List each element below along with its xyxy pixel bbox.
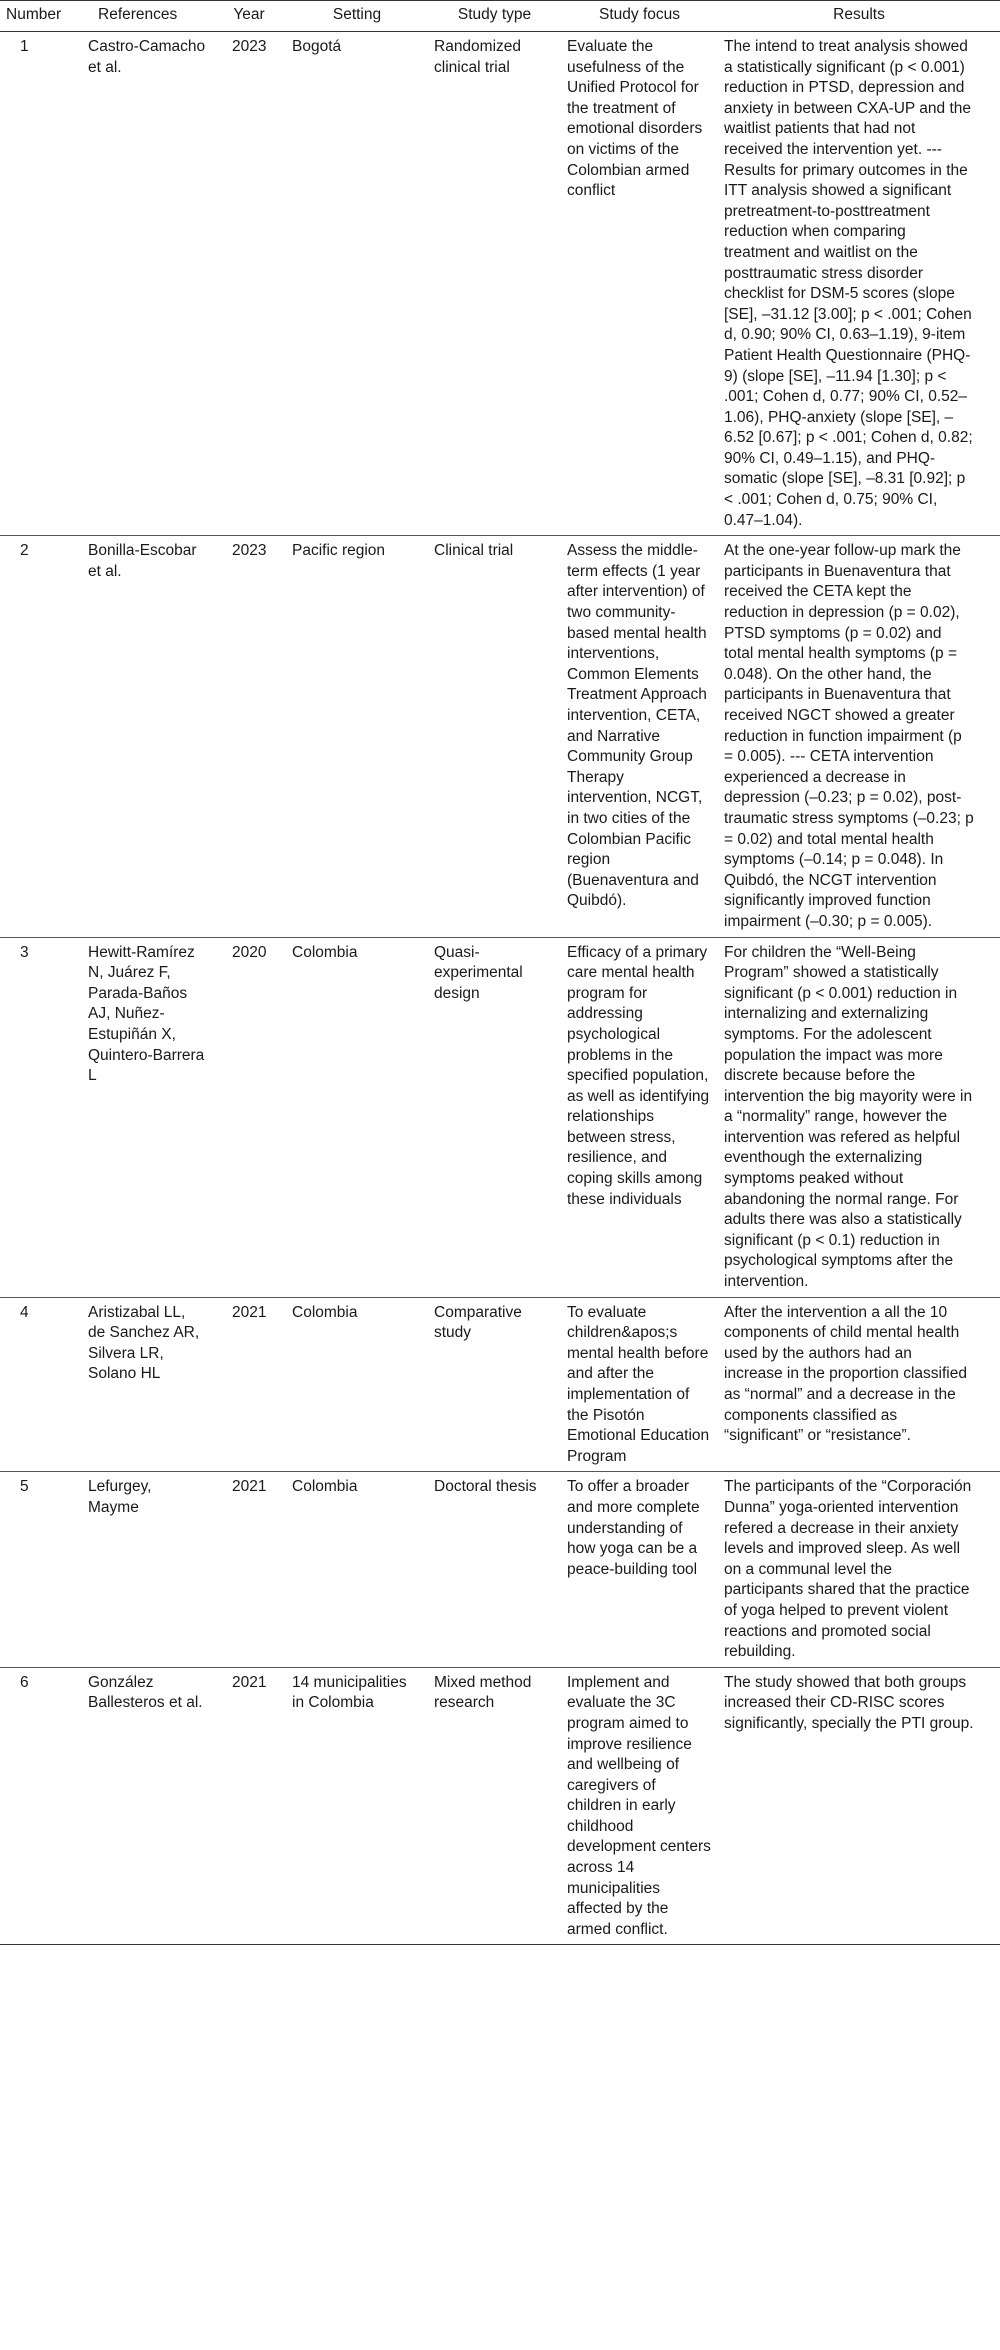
cell-results: For children the “Well-Being Program” showed a statistically significant (p < 0.001) reduction in internalizing and externalizing symptoms. For the adolescent population the impact was more discrete because before the intervention the big mayority were in a “normality” range, however the intervention was refered as helpful eventhough the externalizing symptoms peaked without abandoning the normal range. For adults there was also a statistically significant (p < 0.1) reduction in psychological symptoms after the intervention. [718,937,1000,1297]
cell-study-focus: To evaluate children&apos;s mental health before and after the implementation of the Pisotón Emotional Education Program [561,1297,718,1472]
cell-study-type: Comparative study [428,1297,561,1472]
cell-study-focus: Assess the middle-term effects (1 year after intervention) of two community-based mental health interventions, Common Elements Treatment Approach intervention, CETA, and Narrative Community Group Therapy intervention, NCGT, in two cities of the Colombian Pacific region (Buenaventura and Quibdó). [561,536,718,937]
cell-results: At the one-year follow-up mark the participants in Buenaventura that received the CETA kept the reduction in depression (p = 0.02), PTSD symptoms (p = 0.02) and total mental health symptoms (p = 0.048). On the other hand, the participants in Buenaventura that received NGCT showed a greater reduction in function impairment (p = 0.005). --- CETA intervention experienced a decrease in depression (–0.23; p = 0.02), post-traumatic stress symptoms (–0.23; p = 0.02) and total mental health symptoms (–0.14; p = 0.048). In Quibdó, the NCGT intervention significantly improved function impairment (–0.30; p = 0.005). [718,536,1000,937]
cell-number: 6 [0,1667,82,1945]
cell-study-focus: Implement and evaluate the 3C program aimed to improve resilience and wellbeing of caregivers of children in early childhood development centers across 14 municipalities affected by the armed conflict. [561,1667,718,1945]
header-year: Year [212,1,286,32]
header-number: Number [0,1,82,32]
cell-references: Castro-Camacho et al. [82,32,212,536]
cell-setting: Bogotá [286,32,428,536]
header-row [0,1,1000,32]
cell-study-type: Doctoral thesis [428,1472,561,1667]
cell-setting: Pacific region [286,536,428,937]
header-references: References [82,1,212,32]
cell-setting: Colombia [286,1297,428,1472]
header-study-focus: Study focus [561,1,718,32]
cell-year: 2021 [212,1472,286,1667]
cell-results: The intend to treat analysis showed a statistically significant (p < 0.001) reduction in PTSD, depression and anxiety in between CXA-UP and the waitlist patients that had not received the intervention yet. --- Results for primary outcomes in the ITT analysis showed a significant pretreatment-to-posttreatment reduction when comparing treatment and waitlist on the posttraumatic stress disorder checklist for DSM-5 scores (slope [SE], –31.12 [3.00]; p < .001; Cohen d, 0.90; 90% CI, 0.63–1.19), 9-item Patient Health Questionnaire (PHQ-9) (slope [SE], –11.94 [1.30]; p < .001; Cohen d, 0.77; 90% CI, 0.52–1.06), PHQ-anxiety (slope [SE], –6.52 [0.67]; p < .001; Cohen d, 0.82; 90% CI, 0.49–1.15), and PHQ-somatic (slope [SE], –8.31 [0.92]; p < .001; Cohen d, 0.75; 90% CI, 0.47–1.04). [718,32,1000,536]
cell-study-type: Quasi-experimental design [428,937,561,1297]
cell-results: The participants of the “Corporación Dunna” yoga-oriented intervention refered a decrease in their anxiety levels and improved sleep. As well on a communal level the participants shared that the practice of yoga helped to prevent violent reactions and promoted social rebuilding. [718,1472,1000,1667]
cell-study-type: Randomized clinical trial [428,32,561,536]
cell-study-focus: Efficacy of a primary care mental health program for addressing psychological problems in the specified population, as well as identifying relationships between stress, resilience, and coping skills among these individuals [561,937,718,1297]
cell-number: 1 [0,32,82,536]
table-header [0,1,1000,32]
cell-year: 2021 [212,1297,286,1472]
table-row [0,1667,1000,1945]
cell-study-type: Clinical trial [428,536,561,937]
cell-setting: 14 municipalities in Colombia [286,1667,428,1945]
cell-references: González Ballesteros et al. [82,1667,212,1945]
cell-setting: Colombia [286,937,428,1297]
header-study-type: Study type [428,1,561,32]
cell-study-focus: To offer a broader and more complete understanding of how yoga can be a peace-building tool [561,1472,718,1667]
cell-year: 2020 [212,937,286,1297]
cell-references: Aristizabal LL, de Sanchez AR, Silvera LR, Solano HL [82,1297,212,1472]
table-row [0,32,1000,536]
cell-references: Hewitt-Ramírez N, Juárez F, Parada-Baños AJ, Nuñez-Estupiñán X, Quintero-Barrera L [82,937,212,1297]
cell-references: Bonilla-Escobar et al. [82,536,212,937]
cell-results: The study showed that both groups increased their CD-RISC scores significantly, specially the PTI group. [718,1667,1000,1945]
table-row [0,1297,1000,1472]
table-row [0,536,1000,937]
table-body [0,32,1000,1945]
table-row [0,937,1000,1297]
table-row [0,1472,1000,1667]
cell-setting: Colombia [286,1472,428,1667]
cell-number: 3 [0,937,82,1297]
cell-year: 2021 [212,1667,286,1945]
cell-references: Lefurgey, Mayme [82,1472,212,1667]
cell-number: 2 [0,536,82,937]
header-setting: Setting [286,1,428,32]
header-results: Results [718,1,1000,32]
cell-results: After the intervention a all the 10 components of child mental health used by the authors had an increase in the proportion classified as “normal” and a decrease in the components classified as “significant” or “resistance”. [718,1297,1000,1472]
cell-number: 5 [0,1472,82,1667]
cell-study-focus: Evaluate the usefulness of the Unified Protocol for the treatment of emotional disorders on victims of the Colombian armed conflict [561,32,718,536]
cell-year: 2023 [212,32,286,536]
cell-year: 2023 [212,536,286,937]
cell-study-type: Mixed method research [428,1667,561,1945]
cell-number: 4 [0,1297,82,1472]
